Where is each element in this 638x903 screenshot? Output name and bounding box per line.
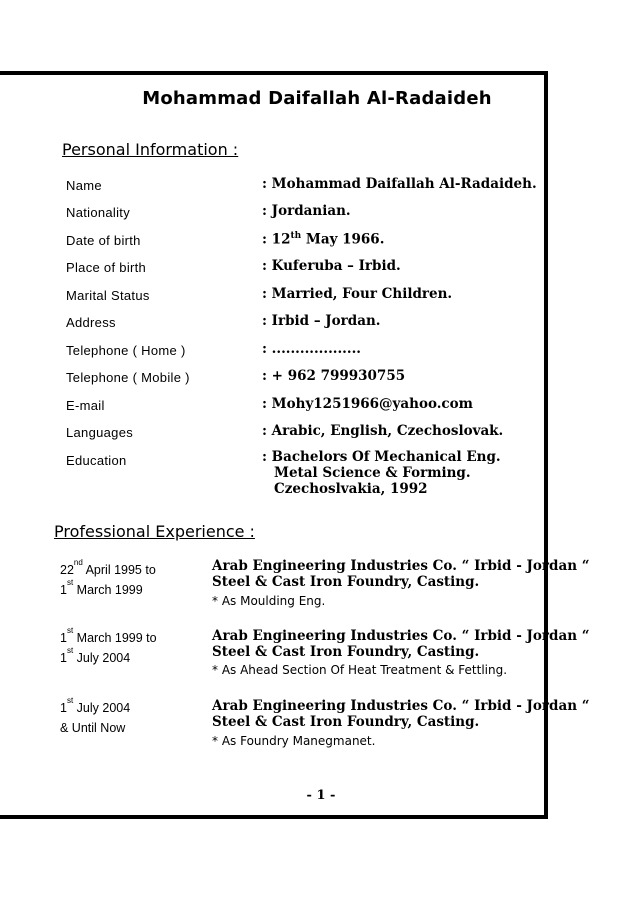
dob-day: : 12: [262, 231, 291, 248]
period-end-rest: March 1999: [73, 583, 143, 597]
page-number: [0, 788, 638, 803]
info-value: : Mohammad Daifallah Al-Radaideh.: [262, 176, 537, 192]
info-row-marital-status: [0, 288, 560, 310]
period-end-ordinal: st: [66, 578, 74, 587]
period-start-day: 1: [60, 701, 67, 715]
info-row-address: [0, 315, 560, 337]
education-line: Metal Science & Forming.: [274, 465, 471, 481]
info-value: : Jordanian.: [262, 203, 351, 219]
experience-period: [60, 560, 156, 600]
period-start-ordinal: nd: [73, 558, 83, 567]
period-start-rest: March 1999 to: [73, 631, 157, 645]
education-value: [262, 449, 522, 497]
period-start: [60, 560, 156, 580]
info-label: E-mail: [66, 398, 105, 413]
info-label: Telephone ( Mobile ): [66, 370, 190, 385]
period-end: [60, 580, 156, 600]
period-end-day: 1: [60, 583, 67, 597]
info-value: : Irbid – Jordan.: [262, 313, 381, 329]
experience-division: Steel & Cast Iron Foundry, Casting.: [212, 644, 480, 660]
period-start-rest: April 1995 to: [82, 563, 156, 577]
info-row-place-of-birth: [0, 260, 560, 282]
experience-period: [60, 698, 130, 738]
info-row-nationality: [0, 205, 560, 227]
experience-division: Steel & Cast Iron Foundry, Casting.: [212, 714, 480, 730]
period-start: [60, 698, 130, 718]
period-start-day: 1: [60, 631, 67, 645]
info-value: : Kuferuba – Irbid.: [262, 258, 401, 274]
period-start: [60, 628, 157, 648]
personal-information-heading: Personal Information :: [62, 140, 239, 159]
info-label: Address: [66, 315, 116, 330]
info-value: : + 962 799930755: [262, 368, 406, 384]
info-row-date-of-birth: [0, 233, 560, 255]
experience-period: [60, 628, 157, 668]
info-label: Place of birth: [66, 260, 147, 275]
page-number-text: - 1 -: [306, 788, 336, 803]
period-start-rest: July 2004: [73, 701, 131, 715]
document-title: [0, 88, 638, 109]
info-label: Telephone ( Home ): [66, 343, 186, 358]
info-label: Name: [66, 178, 102, 193]
dob-ordinal: th: [290, 231, 302, 241]
experience-company: Arab Engineering Industries Co. “ Irbid - Jordan “: [212, 698, 590, 714]
period-start-ordinal: st: [66, 626, 74, 635]
info-label: Languages: [66, 425, 134, 440]
info-row-name: [0, 178, 560, 200]
info-label: Date of birth: [66, 233, 141, 248]
experience-division: Steel & Cast Iron Foundry, Casting.: [212, 574, 480, 590]
info-value: [262, 231, 384, 248]
experience-company: Arab Engineering Industries Co. “ Irbid - Jordan “: [212, 628, 590, 644]
period-end: [60, 648, 157, 668]
info-row-email: [0, 398, 560, 420]
period-end-ordinal: st: [66, 646, 74, 655]
education-line: Czechoslvakia, 1992: [274, 481, 428, 497]
info-label: Nationality: [66, 205, 130, 220]
period-end-rest: July 2004: [73, 651, 131, 665]
info-value: : Married, Four Children.: [262, 286, 453, 302]
info-value: : Arabic, English, Czechoslovak.: [262, 423, 504, 439]
experience-role: * As Foundry Manegmanet.: [212, 734, 376, 748]
period-end: & Until Now: [60, 721, 126, 735]
info-row-telephone-mobile: [0, 370, 560, 392]
dob-rest: May 1966.: [301, 231, 385, 248]
professional-experience-heading: Professional Experience :: [54, 522, 255, 541]
experience-role: * As Ahead Section Of Heat Treatment & Fettling.: [212, 663, 508, 677]
title-text: Mohammad Daifallah Al-Radaideh: [142, 88, 492, 109]
experience-role: * As Moulding Eng.: [212, 594, 326, 608]
experience-company: Arab Engineering Industries Co. “ Irbid - Jordan “: [212, 558, 590, 574]
education-line: : Bachelors Of Mechanical Eng.: [262, 449, 501, 465]
info-value: : ...................: [262, 341, 361, 357]
info-row-languages: [0, 425, 560, 447]
info-label: Marital Status: [66, 288, 150, 303]
period-start-day: 22: [60, 563, 74, 577]
email-value: : Mohy1251966@yahoo.com: [262, 396, 473, 412]
period-start-ordinal: st: [66, 696, 74, 705]
info-row-telephone-home: [0, 343, 560, 365]
period-end-day: 1: [60, 651, 67, 665]
info-label: Education: [66, 453, 127, 468]
